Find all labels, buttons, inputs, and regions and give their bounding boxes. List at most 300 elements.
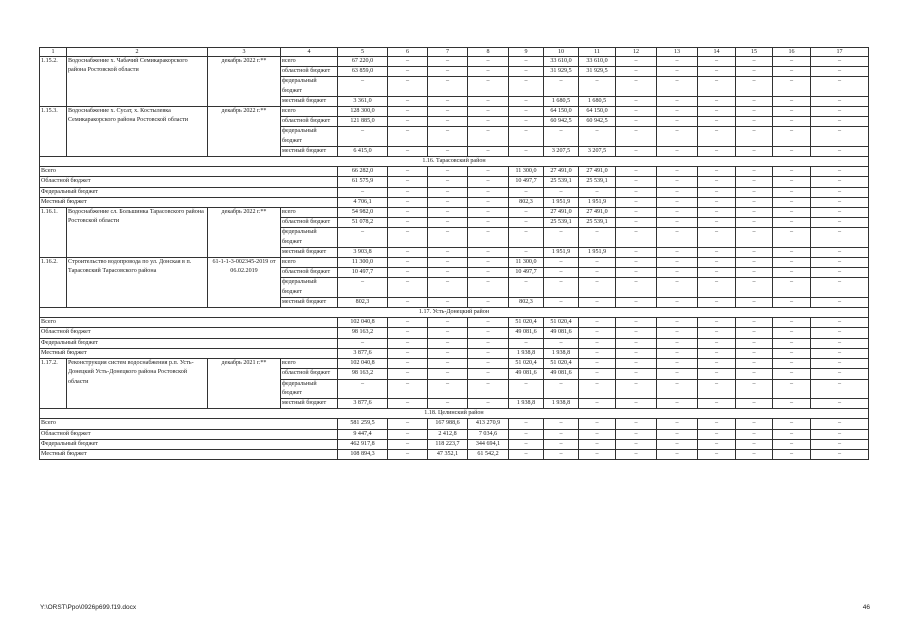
value-cell: – [736, 318, 773, 328]
funding-source: местный бюджет [281, 398, 338, 408]
value-cell: – [468, 167, 509, 177]
value-cell: – [388, 77, 428, 96]
value-cell: – [657, 107, 698, 117]
value-cell: – [579, 328, 616, 338]
value-cell: – [468, 247, 509, 257]
funding-source: областной бюджет [281, 117, 338, 127]
value-cell: – [544, 439, 579, 449]
total-label: Федеральный бюджет [40, 338, 338, 348]
item-name: Водоснабжение х. Чабачий Семикаракорского района Ростовской области [67, 57, 208, 107]
value-cell: 10 497,7 [338, 268, 388, 278]
value-cell: – [468, 117, 509, 127]
value-cell: – [428, 247, 468, 257]
value-cell: – [698, 218, 736, 228]
value-cell: – [616, 369, 657, 379]
section-title: 1.18. Целинский район [40, 409, 869, 419]
value-cell: – [428, 338, 468, 348]
total-row [40, 328, 869, 338]
column-number: 17 [811, 48, 869, 57]
value-cell: 802,3 [338, 297, 388, 307]
value-cell: – [811, 398, 869, 408]
value-cell: – [773, 117, 811, 127]
value-cell: – [388, 318, 428, 328]
value-cell: – [388, 187, 428, 197]
section-header-row [40, 157, 869, 167]
value-cell: – [657, 318, 698, 328]
value-cell: – [468, 177, 509, 187]
value-cell: – [773, 208, 811, 218]
value-cell: – [579, 318, 616, 328]
value-cell: – [698, 439, 736, 449]
value-cell: – [811, 297, 869, 307]
value-cell: – [657, 449, 698, 459]
value-cell: – [468, 67, 509, 77]
value-cell: – [428, 297, 468, 307]
value-cell: – [428, 197, 468, 207]
item-name: Реконструкция систем водоснабжения р.п. Усть-Донецкий Усть-Донецкого района Ростовской области [67, 359, 208, 409]
value-cell: – [468, 107, 509, 117]
value-cell: – [773, 379, 811, 398]
value-cell: – [468, 187, 509, 197]
value-cell: – [468, 328, 509, 338]
value-cell: – [657, 278, 698, 297]
value-cell: – [616, 117, 657, 127]
value-cell: – [428, 398, 468, 408]
value-cell: – [657, 258, 698, 268]
value-cell: – [773, 338, 811, 348]
value-cell: – [736, 348, 773, 358]
value-cell: – [811, 439, 869, 449]
column-number: 16 [773, 48, 811, 57]
value-cell: – [657, 208, 698, 218]
value-cell: – [698, 268, 736, 278]
value-cell: 3 877,6 [338, 398, 388, 408]
value-cell: 27 491,0 [544, 208, 579, 218]
value-cell: – [736, 379, 773, 398]
value-cell: – [388, 228, 428, 247]
value-cell: – [657, 96, 698, 106]
value-cell: – [698, 419, 736, 429]
value-cell: – [579, 268, 616, 278]
value-cell: – [773, 419, 811, 429]
value-cell: – [544, 429, 579, 439]
value-cell: 462 917,8 [338, 439, 388, 449]
value-cell: 25 539,1 [579, 218, 616, 228]
funding-source: местный бюджет [281, 297, 338, 307]
item-name: Водоснабжение сл. Большинка Тарасовского района Ростовской области [67, 208, 208, 258]
value-cell: – [698, 379, 736, 398]
funding-source: всего [281, 258, 338, 268]
total-label: Всего [40, 318, 338, 328]
value-cell: – [773, 197, 811, 207]
total-row [40, 318, 869, 328]
value-cell: – [616, 167, 657, 177]
value-cell: – [616, 208, 657, 218]
value-cell: 66 282,0 [338, 167, 388, 177]
value-cell: 49 081,6 [544, 369, 579, 379]
total-row [40, 187, 869, 197]
value-cell: – [736, 107, 773, 117]
value-cell: – [468, 297, 509, 307]
value-cell: – [388, 398, 428, 408]
value-cell: – [736, 429, 773, 439]
value-cell: – [579, 439, 616, 449]
value-cell: – [657, 429, 698, 439]
budget-table-container [39, 47, 868, 460]
item-row [40, 359, 869, 369]
item-number: 1.15.2. [40, 57, 67, 107]
value-cell: – [468, 278, 509, 297]
total-row [40, 429, 869, 439]
value-cell: – [616, 348, 657, 358]
value-cell: – [616, 107, 657, 117]
value-cell: 64 150,0 [544, 107, 579, 117]
item-number: 1.16.2. [40, 258, 67, 308]
value-cell: – [773, 96, 811, 106]
value-cell: – [736, 208, 773, 218]
funding-source: всего [281, 208, 338, 218]
value-cell: 49 081,6 [509, 369, 544, 379]
value-cell: – [736, 268, 773, 278]
value-cell: – [544, 449, 579, 459]
value-cell: – [428, 167, 468, 177]
value-cell: – [616, 67, 657, 77]
value-cell: – [698, 449, 736, 459]
value-cell: – [579, 187, 616, 197]
value-cell: – [616, 338, 657, 348]
value-cell: – [657, 127, 698, 146]
value-cell: – [338, 127, 388, 146]
value-cell: 1 951,9 [544, 197, 579, 207]
value-cell: 581 259,5 [338, 419, 388, 429]
value-cell: – [616, 96, 657, 106]
value-cell: – [811, 107, 869, 117]
value-cell: 11 300,0 [509, 258, 544, 268]
value-cell: 118 223,7 [428, 439, 468, 449]
value-cell: – [773, 57, 811, 67]
value-cell: – [509, 107, 544, 117]
total-row [40, 439, 869, 449]
value-cell: – [388, 247, 428, 257]
value-cell: – [811, 117, 869, 127]
total-label: Областной бюджет [40, 328, 338, 338]
value-cell: – [736, 77, 773, 96]
column-number: 3 [208, 48, 281, 57]
value-cell: 3 207,5 [579, 146, 616, 156]
value-cell: – [811, 146, 869, 156]
value-cell: 27 491,0 [544, 167, 579, 177]
value-cell: – [736, 96, 773, 106]
value-cell: 64 150,0 [579, 107, 616, 117]
value-cell: – [579, 278, 616, 297]
value-cell: – [468, 208, 509, 218]
value-cell: – [698, 348, 736, 358]
value-cell: – [544, 297, 579, 307]
value-cell: – [388, 258, 428, 268]
value-cell: – [509, 419, 544, 429]
value-cell: – [616, 278, 657, 297]
value-cell: 1 951,9 [544, 247, 579, 257]
value-cell: – [811, 247, 869, 257]
column-number: 10 [544, 48, 579, 57]
column-number: 6 [388, 48, 428, 57]
value-cell: – [657, 439, 698, 449]
column-number: 9 [509, 48, 544, 57]
value-cell: – [509, 117, 544, 127]
value-cell: – [388, 177, 428, 187]
value-cell: – [468, 146, 509, 156]
value-cell: – [698, 429, 736, 439]
value-cell: – [388, 449, 428, 459]
footer-file-path: Y:\ORST\Ppo\0926p699.f19.docx [40, 604, 137, 611]
value-cell: – [698, 57, 736, 67]
total-row [40, 197, 869, 207]
value-cell: – [579, 359, 616, 369]
value-cell: – [736, 218, 773, 228]
value-cell: – [509, 146, 544, 156]
value-cell: – [428, 127, 468, 146]
value-cell: 802,3 [509, 197, 544, 207]
column-number: 11 [579, 48, 616, 57]
value-cell: – [388, 96, 428, 106]
value-cell: – [657, 67, 698, 77]
value-cell: – [428, 328, 468, 338]
value-cell: 98 163,2 [338, 369, 388, 379]
value-cell: – [544, 278, 579, 297]
value-cell: – [579, 338, 616, 348]
value-cell: – [428, 146, 468, 156]
value-cell: – [388, 117, 428, 127]
value-cell: 51 020,4 [544, 318, 579, 328]
value-cell: – [468, 379, 509, 398]
value-cell: – [616, 439, 657, 449]
value-cell: – [736, 127, 773, 146]
value-cell: – [338, 187, 388, 197]
value-cell: 49 081,6 [544, 328, 579, 338]
value-cell: – [773, 228, 811, 247]
item-number: 1.15.3. [40, 107, 67, 157]
value-cell: – [616, 429, 657, 439]
value-cell: – [811, 127, 869, 146]
total-label: Федеральный бюджет [40, 439, 338, 449]
value-cell: – [811, 338, 869, 348]
value-cell: – [468, 197, 509, 207]
column-number: 15 [736, 48, 773, 57]
column-number: 14 [698, 48, 736, 57]
total-row [40, 167, 869, 177]
value-cell: – [811, 57, 869, 67]
funding-source: всего [281, 57, 338, 67]
value-cell: – [468, 338, 509, 348]
value-cell: 3 361,0 [338, 96, 388, 106]
funding-source: всего [281, 107, 338, 117]
item-name: Водоснабжение х. Сусат, х. Костылевка Семикаракорского района Ростовской области [67, 107, 208, 157]
funding-source: местный бюджет [281, 247, 338, 257]
value-cell: – [428, 359, 468, 369]
value-cell: – [468, 258, 509, 268]
value-cell: – [579, 127, 616, 146]
value-cell: – [698, 107, 736, 117]
value-cell: – [698, 127, 736, 146]
value-cell: – [657, 328, 698, 338]
value-cell: – [616, 57, 657, 67]
value-cell: – [811, 369, 869, 379]
value-cell: – [773, 449, 811, 459]
value-cell: 1 680,5 [544, 96, 579, 106]
value-cell: – [698, 398, 736, 408]
value-cell: – [428, 369, 468, 379]
value-cell: – [698, 297, 736, 307]
section-header-row [40, 409, 869, 419]
value-cell: – [773, 429, 811, 439]
value-cell: – [468, 127, 509, 146]
value-cell: – [657, 167, 698, 177]
value-cell: – [468, 268, 509, 278]
value-cell: – [428, 379, 468, 398]
value-cell: – [736, 338, 773, 348]
value-cell: – [388, 67, 428, 77]
funding-source: местный бюджет [281, 146, 338, 156]
value-cell: 33 610,0 [579, 57, 616, 67]
value-cell: – [388, 419, 428, 429]
value-cell: 4 706,1 [338, 197, 388, 207]
value-cell: – [616, 247, 657, 257]
value-cell: – [428, 268, 468, 278]
value-cell: 10 497,7 [509, 177, 544, 187]
value-cell: – [468, 77, 509, 96]
value-cell: – [736, 369, 773, 379]
item-deadline: декабрь 2021 г.** [208, 359, 281, 409]
total-label: Областной бюджет [40, 429, 338, 439]
total-label: Областной бюджет [40, 177, 338, 187]
value-cell: 67 220,0 [338, 57, 388, 67]
value-cell: – [811, 258, 869, 268]
value-cell: – [657, 197, 698, 207]
value-cell: – [579, 297, 616, 307]
value-cell: – [579, 369, 616, 379]
value-cell: 1 938,8 [544, 348, 579, 358]
value-cell: 413 270,9 [468, 419, 509, 429]
value-cell: – [388, 268, 428, 278]
value-cell: – [657, 379, 698, 398]
value-cell: 49 081,6 [509, 328, 544, 338]
total-row [40, 177, 869, 187]
value-cell: – [509, 96, 544, 106]
value-cell: – [579, 419, 616, 429]
value-cell: – [811, 96, 869, 106]
value-cell: – [736, 278, 773, 297]
value-cell: – [811, 208, 869, 218]
value-cell: 802,3 [509, 297, 544, 307]
value-cell: – [698, 96, 736, 106]
value-cell: – [736, 57, 773, 67]
column-number: 12 [616, 48, 657, 57]
value-cell: – [616, 318, 657, 328]
value-cell: – [811, 77, 869, 96]
total-row [40, 338, 869, 348]
value-cell: 10 497,7 [509, 268, 544, 278]
value-cell: 6 415,0 [338, 146, 388, 156]
value-cell: – [509, 278, 544, 297]
value-cell: – [736, 146, 773, 156]
value-cell: – [657, 146, 698, 156]
value-cell: – [657, 348, 698, 358]
value-cell: 60 942,5 [579, 117, 616, 127]
value-cell: 98 163,2 [338, 328, 388, 338]
column-number-row [40, 48, 869, 57]
value-cell: 31 929,5 [544, 67, 579, 77]
value-cell: – [509, 247, 544, 257]
value-cell: – [616, 359, 657, 369]
value-cell: – [509, 439, 544, 449]
value-cell: – [388, 297, 428, 307]
item-row [40, 57, 869, 67]
value-cell: – [544, 419, 579, 429]
value-cell: – [657, 419, 698, 429]
value-cell: – [544, 187, 579, 197]
value-cell: – [616, 177, 657, 187]
value-cell: – [509, 429, 544, 439]
value-cell: – [773, 348, 811, 358]
value-cell: – [468, 218, 509, 228]
value-cell: 167 988,6 [428, 419, 468, 429]
value-cell: – [468, 369, 509, 379]
value-cell: 11 300,0 [509, 167, 544, 177]
value-cell: 27 491,0 [579, 208, 616, 218]
total-label: Федеральный бюджет [40, 187, 338, 197]
item-row [40, 208, 869, 218]
value-cell: – [509, 379, 544, 398]
total-row [40, 419, 869, 429]
value-cell: – [428, 278, 468, 297]
value-cell: – [811, 429, 869, 439]
value-cell: – [773, 187, 811, 197]
value-cell: – [736, 177, 773, 187]
value-cell: – [811, 268, 869, 278]
value-cell: – [616, 197, 657, 207]
value-cell: – [616, 449, 657, 459]
funding-source: федеральный бюджет [281, 278, 338, 297]
value-cell: – [773, 67, 811, 77]
value-cell: – [388, 338, 428, 348]
funding-source: федеральный бюджет [281, 379, 338, 398]
value-cell: 121 885,0 [338, 117, 388, 127]
value-cell: – [657, 177, 698, 187]
value-cell: – [698, 359, 736, 369]
value-cell: – [468, 359, 509, 369]
value-cell: – [579, 398, 616, 408]
value-cell: – [657, 77, 698, 96]
value-cell: – [509, 228, 544, 247]
value-cell: 11 300,0 [338, 258, 388, 268]
value-cell: – [428, 208, 468, 218]
value-cell: – [338, 228, 388, 247]
value-cell: – [811, 379, 869, 398]
value-cell: – [468, 398, 509, 408]
value-cell: – [468, 348, 509, 358]
value-cell: 51 020,4 [509, 359, 544, 369]
value-cell: 102 040,8 [338, 359, 388, 369]
section-title: 1.17. Усть-Донецкий район [40, 308, 869, 318]
value-cell: – [579, 258, 616, 268]
value-cell: – [698, 369, 736, 379]
value-cell: – [773, 328, 811, 338]
value-cell: 108 894,3 [338, 449, 388, 459]
value-cell: – [544, 77, 579, 96]
value-cell: – [736, 297, 773, 307]
value-cell: – [773, 146, 811, 156]
value-cell: – [698, 228, 736, 247]
